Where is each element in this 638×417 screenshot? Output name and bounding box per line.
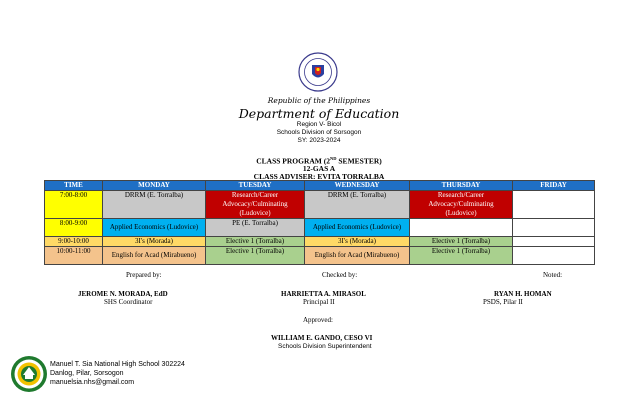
time-cell: 10:00-11:00 bbox=[45, 247, 103, 265]
table-row bbox=[45, 191, 595, 219]
col-thursday-header: THURSDAY bbox=[410, 181, 513, 191]
col-tuesday-header: TUESDAY bbox=[206, 181, 305, 191]
col-friday-header: FRIDAY bbox=[513, 181, 595, 191]
deped-seal-icon bbox=[298, 52, 338, 92]
schedule-table bbox=[44, 180, 595, 265]
checker-role: Principal II bbox=[303, 298, 335, 306]
class-cell: Research/Career Advocacy/Culminating (Ludovice) bbox=[410, 191, 513, 219]
time-cell: 9:00-10:00 bbox=[45, 237, 103, 247]
col-monday-header: MONDAY bbox=[103, 181, 206, 191]
class-cell: Elective 1 (Torralba) bbox=[410, 247, 513, 265]
class-cell: English for Acad (Mirabueno) bbox=[305, 247, 410, 265]
noter-name: RYAN H. HOMAN bbox=[494, 290, 552, 298]
class-cell: 3I's (Morada) bbox=[305, 237, 410, 247]
table-row bbox=[45, 237, 595, 247]
preparer-name: JEROME N. MORADA, EdD bbox=[78, 290, 168, 298]
preparer-role: SHS Coordinator bbox=[104, 298, 153, 306]
school-info bbox=[50, 360, 185, 387]
school-email-line: manuelsia.nhs@gmail.com bbox=[50, 379, 135, 386]
schedule-header-row bbox=[45, 181, 595, 191]
noter-role: PSDS, Pilar II bbox=[483, 298, 523, 306]
checker-name: HARRIETTA A. MIRASOL bbox=[281, 290, 366, 298]
school-name-line: Manuel T. Sia National High School 302224 bbox=[50, 361, 185, 368]
division-label: Schools Division of Sorsogon bbox=[276, 129, 362, 136]
section-label: 12-GAS A bbox=[302, 164, 336, 173]
col-wednesday-header: WEDNESDAY bbox=[305, 181, 410, 191]
class-cell: DRRM (E. Torralba) bbox=[103, 191, 206, 219]
noted-by-label: Noted: bbox=[543, 271, 563, 279]
table-row bbox=[45, 247, 595, 265]
school-address-line: Danlog, Pilar, Sorsogon bbox=[50, 370, 124, 377]
class-cell bbox=[513, 237, 595, 247]
school-year-label: SY: 2023-2024 bbox=[297, 137, 341, 144]
class-cell: 3I's (Morada) bbox=[103, 237, 206, 247]
class-cell bbox=[513, 219, 595, 237]
table-row bbox=[45, 219, 595, 237]
class-cell: Research/Career Advocacy/Culminating (Ludovice) bbox=[206, 191, 305, 219]
school-seal-icon bbox=[10, 355, 48, 393]
class-cell: Elective 1 (Torralba) bbox=[206, 237, 305, 247]
approver-name: WILLIAM E. GANDO, CESO VI bbox=[271, 334, 373, 342]
republic-label: Republic of the Philippines bbox=[267, 96, 371, 105]
class-cell bbox=[410, 219, 513, 237]
time-cell: 8:00-9:00 bbox=[45, 219, 103, 237]
col-time-header: TIME bbox=[45, 181, 103, 191]
class-cell: English for Acad (Mirabueno) bbox=[103, 247, 206, 265]
checked-by-label: Checked by: bbox=[322, 271, 358, 279]
adviser-label: CLASS ADVISER: EVITA TORRALBA bbox=[253, 172, 385, 181]
time-cell: 7:00-8:00 bbox=[45, 191, 103, 219]
approved-by-label: Approved: bbox=[303, 316, 333, 324]
class-cell: Elective 1 (Torralba) bbox=[206, 247, 305, 265]
class-cell bbox=[513, 247, 595, 265]
prepared-by-label: Prepared by: bbox=[126, 271, 162, 279]
class-cell: Applied Economics (Ludovice) bbox=[103, 219, 206, 237]
department-label: Department of Education bbox=[238, 106, 400, 121]
class-cell: PE (E. Torralba) bbox=[206, 219, 305, 237]
class-cell bbox=[513, 191, 595, 219]
region-label: Region V- Bicol bbox=[296, 121, 342, 128]
approver-role: Schools Division Superintendent bbox=[278, 343, 372, 350]
class-cell: Elective 1 (Torralba) bbox=[410, 237, 513, 247]
class-cell: Applied Economics (Ludovice) bbox=[305, 219, 410, 237]
program-title: CLASS PROGRAM (2ND SEMESTER) bbox=[256, 156, 382, 166]
class-cell: DRRM (E. Torralba) bbox=[305, 191, 410, 219]
